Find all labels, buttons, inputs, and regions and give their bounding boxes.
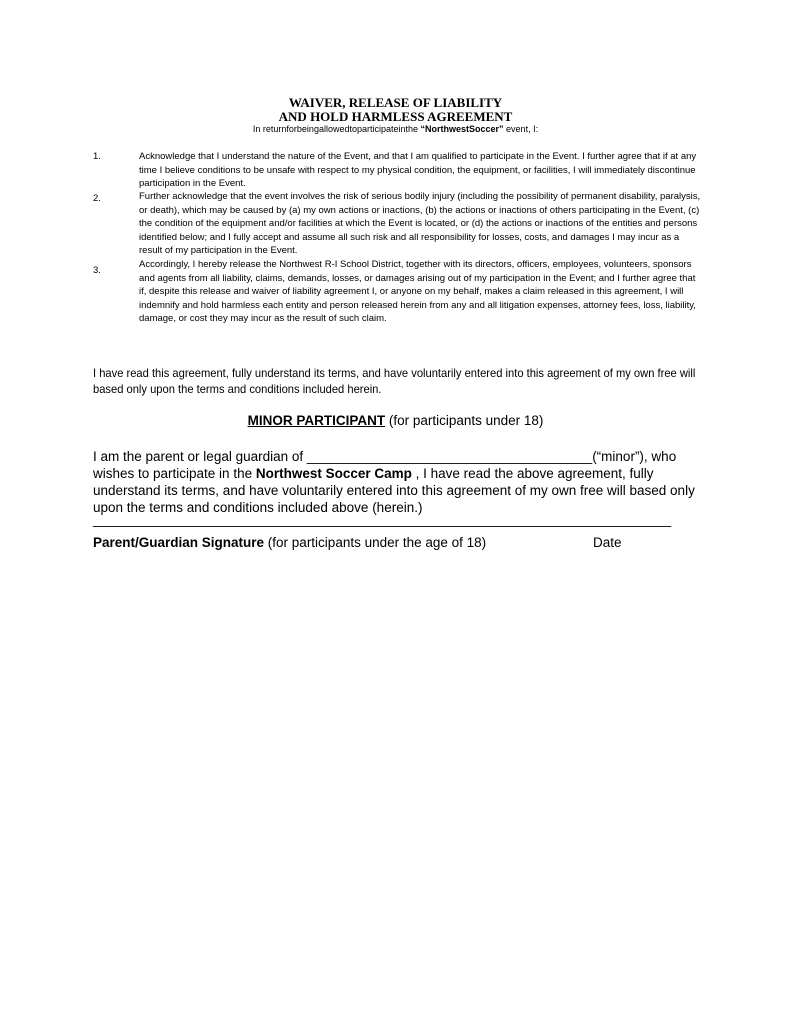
agreement-statement: I have read this agreement, fully understand its terms, and have voluntarily entered into this agreement of my own free will based only upon the terms and conditions included herein. xyxy=(93,366,696,396)
clause-3-text: Accordingly, I hereby release the Northwest R-I School District, together with its directors, officers, employees, volunteers, sponsors and agents from all liability, claims, demands, losses, or damages arising out of my participation in the Event; and I further agree that if, despite this release and waiver of liability agreement I, or anyone on my behalf, makes a claim released in this agreement, I will indemnify and hold harmless each entity and person released herein from any and all litigation expenses, attorney fees, loss, liability, damage, or cost they may incur as the result of such claim. xyxy=(139,259,696,324)
minor-heading-note: (for participants under 18) xyxy=(385,413,544,428)
signature-note: (for participants under the age of 18) xyxy=(264,535,487,550)
guardian-statement xyxy=(93,448,713,516)
clause-2-number: 2. xyxy=(93,193,101,204)
intro-suffix: event, I: xyxy=(503,124,539,134)
minor-heading-title: MINOR PARTICIPANT xyxy=(247,413,386,428)
clause-1-number: 1. xyxy=(93,151,101,162)
guardian-suffix: , I have read the above agreement, fully understand its terms, and have voluntarily entered into this agreement of my own free will based only upon the terms and conditions included above (herein.) xyxy=(93,466,695,515)
guardian-prefix: I am the parent or legal guardian of ______________________________________(“minor”), who wishes to participate in the xyxy=(93,449,677,481)
intro-line xyxy=(0,124,791,135)
clause-3-number: 3. xyxy=(93,265,101,276)
event-name: “NorthwestSoccer” xyxy=(420,124,504,134)
clause-1-text: Acknowledge that I understand the nature of the Event, and that I am qualified to participate in the Event. I further agree that if at any time I believe conditions to be unsafe with respect to my physical condition, the equipment, or facilities, I will immediately discontinue participation in the Event. xyxy=(139,151,697,189)
signature-line: _____________________________________________________________________________ xyxy=(93,512,672,527)
document-title-line-2: AND HOLD HARMLESS AGREEMENT xyxy=(278,109,513,124)
date-label: Date xyxy=(593,535,622,550)
camp-name: Northwest Soccer Camp xyxy=(255,466,412,481)
document-title-line-1: WAIVER, RELEASE OF LIABILITY xyxy=(288,95,503,110)
clause-2-text: Further acknowledge that the event involves the risk of serious bodily injury (including the possibility of permanent disability, paralysis, or death), which may be caused by (a) my own actions or inactions, (b) the actions or inactions of others participating in the Event, (c) the condition of the equipment and/or facilities at which the Event is located, or (d) the actions or inactions of the entities and persons identified below; and I fully accept and assume all such risk and all responsibility for losses, costs, and damages I may incur as a result of my participation in the Event. xyxy=(139,191,701,256)
intro-prefix: In returnforbeingallowedtoparticipateinthe xyxy=(252,124,421,134)
signature-label: Parent/Guardian Signature xyxy=(93,535,265,550)
minor-participant-heading xyxy=(0,413,791,429)
